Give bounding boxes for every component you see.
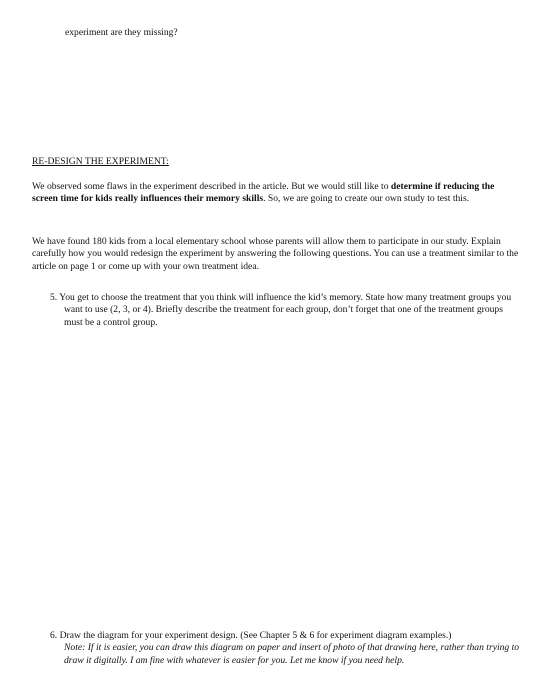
top-line-text: experiment are they missing? xyxy=(65,27,178,38)
question-6-note: Note: If it is easier, you can draw this diagram on paper and insert of photo of that drawing here, rather than trying to draw it digitally. I am fine with whatever is easier for you. Let me know if you need help. xyxy=(64,642,520,666)
question-5 xyxy=(50,292,522,329)
section-heading: RE-DESIGN THE EXPERIMENT: xyxy=(32,156,169,167)
intro-text-end: . So, we are going to create our own study to test this. xyxy=(263,193,470,205)
question-6-text: 6. Draw the diagram for your experiment design. (See Chapter 5 & 6 for experiment diagram examples.) xyxy=(50,630,452,641)
intro-text-start: We observed some flaws in the experiment described in the article. But we would still like to xyxy=(32,181,391,192)
intro-bold-goal: determine if reducing the screen time for kids really influences their memory skills xyxy=(32,181,495,205)
question-6 xyxy=(50,630,522,667)
intro-paragraph xyxy=(32,181,518,206)
instructions-paragraph: We have found 180 kids from a local elementary school whose parents will allow them to participate in our study. Explain carefully how you would redesign the experiment by answering the following questions. You can use a treatment similar to the article on page 1 or come up with your own treatment idea. xyxy=(32,236,519,272)
question-5-text: 5. You get to choose the treatment that you think will influence the kid’s memory. State how many treatment groups you want to use (2, 3, or 4). Briefly describe the treatment for each group, don’t forget that one of the treatment groups must be a control group. xyxy=(50,292,512,328)
